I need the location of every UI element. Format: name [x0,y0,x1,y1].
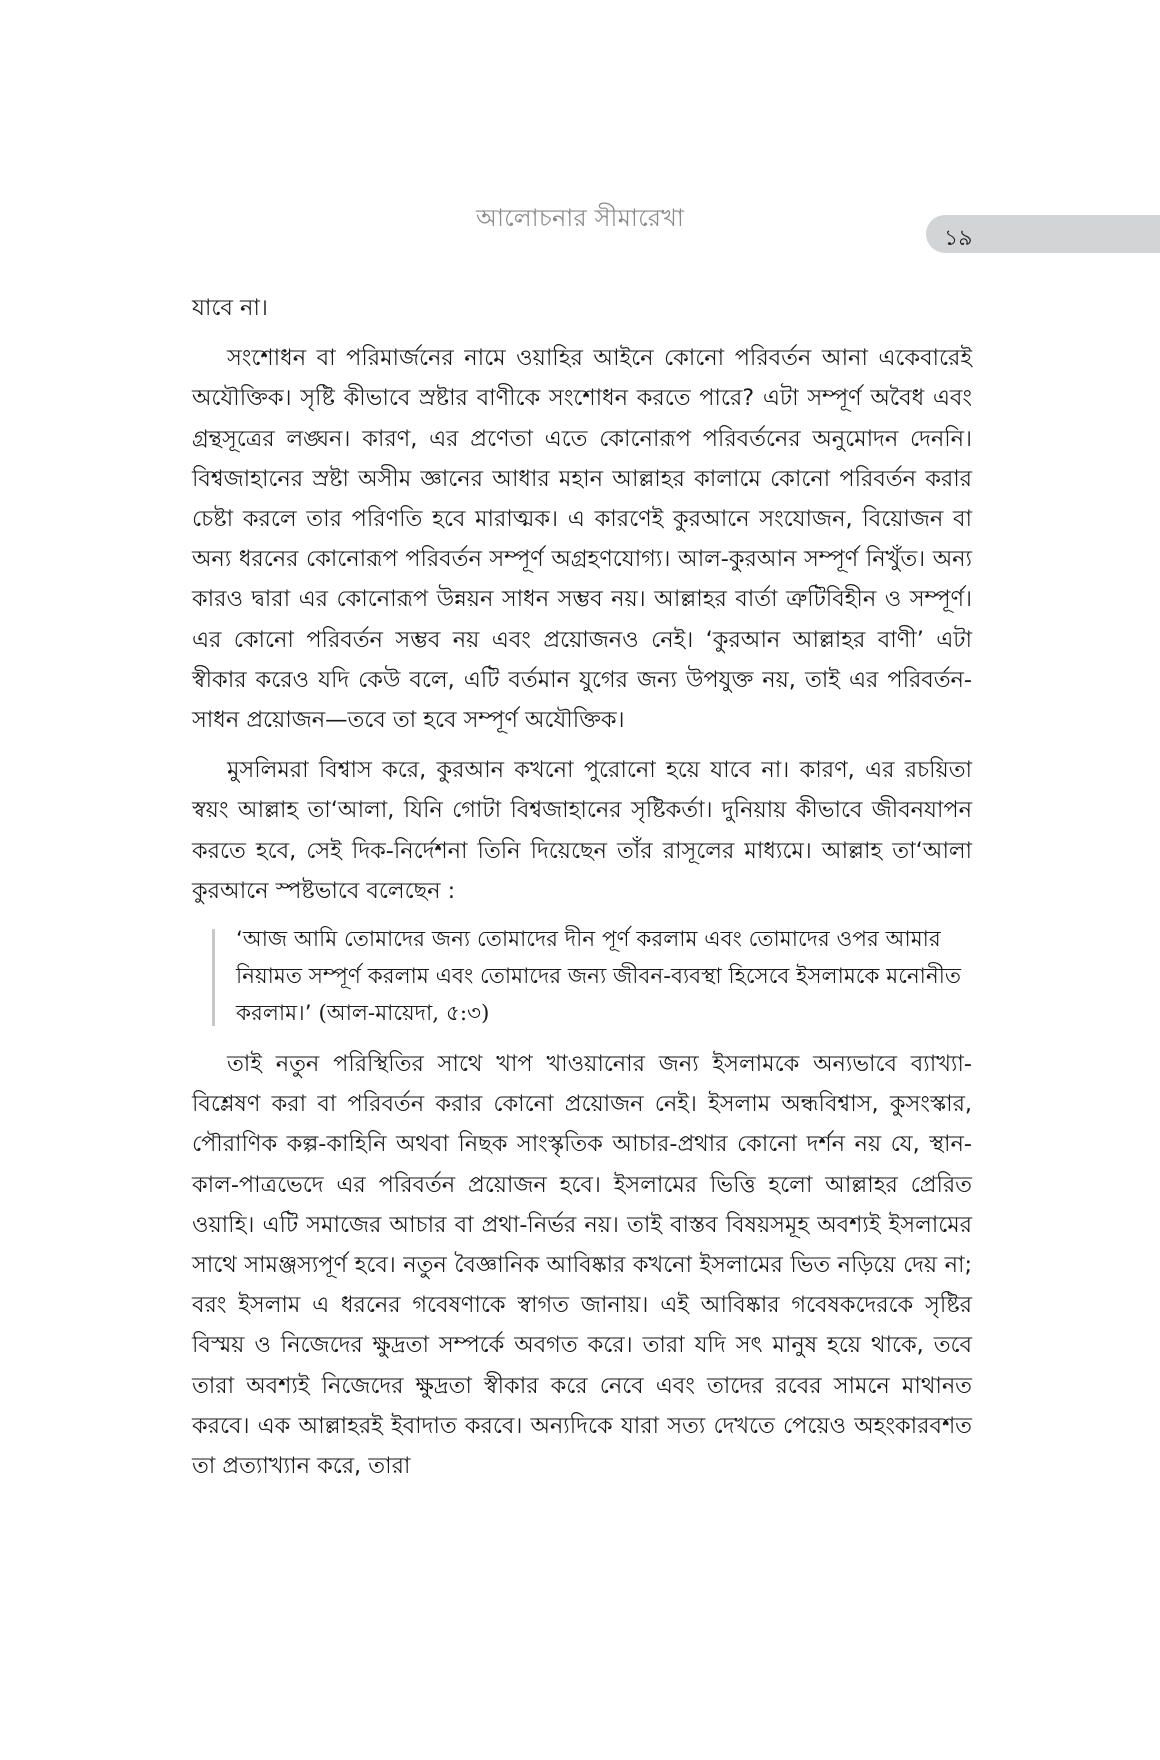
quran-quote-block [212,921,972,1032]
quote-bar [212,929,215,1026]
quote-citation: (আল-মায়েদা, ৫:৩) [318,1001,490,1027]
page-number-tab [926,215,1160,253]
body-text [192,288,972,1486]
paragraph: তাই নতুন পরিস্থিতির সাথে খাপ খাওয়ানোর জন্য ইসলামকে অন্যভাবে ব্যাখ্যা-বিশ্লেষণ করা বা পরিবর্তন করার কোনো প্রয়োজন নেই। ইসলাম অন্ধবিশ্বাস, কুসংস্কার, পৌরাণিক কল্প-কাহিনি অথবা নিছক সাংস্কৃতিক আচার-প্রথার কোনো দর্শন নয় যে, স্থান-কাল-পাত্রভেদে এর পরিবর্তন প্রয়োজন হবে। ইসলামের ভিত্তি হলো আল্লাহর প্রেরিত ওয়াহি। এটি সমাজের আচার বা প্রথা-নির্ভর নয়। তাই বাস্তব বিষয়সমূহ অবশ্যই ইসলামের সাথে সামঞ্জস্যপূর্ণ হবে। নতুন বৈজ্ঞানিক আবিষ্কার কখনো ইসলামের ভিত নড়িয়ে দেয় না; বরং ইসলাম এ ধরনের গবেষণাকে স্বাগত জানায়। এই আবিষ্কার গবেষকদেরকে সৃষ্টির বিস্ময় ও নিজেদের ক্ষুদ্রতা সম্পর্কে অবগত করে। তারা যদি সৎ মানুষ হয়ে থাকে, তবে তারা অবশ্যই নিজেদের ক্ষুদ্রতা স্বীকার করে নেবে এবং তাদের রবের সামনে মাথানত করবে। এক আল্লাহরই ইবাদাত করবে। অন্যদিকে যারা সত্য দেখতে পেয়েও অহংকারবশত তা প্রত্যাখ্যান করে, তারা [192,1051,972,1480]
paragraph: মুসলিমরা বিশ্বাস করে, কুরআন কখনো পুরোনো হয়ে যাবে না। কারণ, এর রচয়িতা স্বয়ং আল্লাহ তা‘আলা, যিনি গোটা বিশ্বজাহানের সৃষ্টিকর্তা। দুনিয়ায় কীভাবে জীবনযাপন করতে হবে, সেই দিক-নির্দেশনা তিনি দিয়েছেন তাঁর রাসূলের মাধ্যমে। আল্লাহ তা‘আলা কুরআনে স্পষ্টভাবে বলেছেন : [192,757,972,904]
paragraph-continuation: যাবে না। [192,295,268,321]
paragraph: সংশোধন বা পরিমার্জনের নামে ওয়াহির আইনে কোনো পরিবর্তন আনা একেবারেই অযৌক্তিক। সৃষ্টি কীভাবে স্রষ্টার বাণীকে সংশোধন করতে পারে? এটা সম্পূর্ণ অবৈধ এবং গ্রন্থসূত্রের লঙ্ঘন। কারণ, এর প্রণেতা এতে কোনোরূপ পরিবর্তনের অনুমোদন দেননি। বিশ্বজাহানের স্রষ্টা অসীম জ্ঞানের আধার মহান আল্লাহর কালামে কোনো পরিবর্তন করার চেষ্টা করলে তার পরিণতি হবে মারাত্মক। এ কারণেই কুরআনে সংযোজন, বিয়োজন বা অন্য ধরনের কোনোরূপ পরিবর্তন সম্পূর্ণ অগ্রহণযোগ্য। আল-কুরআন সম্পূর্ণ নিখুঁত। অন্য কারও দ্বারা এর কোনোরূপ উন্নয়ন সাধন সম্ভব নয়। আল্লাহর বার্তা ত্রুটিবিহীন ও সম্পূর্ণ। এর কোনো পরিবর্তন সম্ভব নয় এবং প্রয়োজনও নেই। ‘কুরআন আল্লাহর বাণী’ এটা স্বীকার করেও যদি কেউ বলে, এটি বর্তমান যুগের জন্য উপযুক্ত নয়, তাই এর পরিবর্তন-সাধন প্রয়োজন—তবে তা হবে সম্পূর্ণ অযৌক্তিক। [192,345,972,734]
quote-paragraph [236,921,972,1032]
running-header-title: আলোচনার সীমারেখা [475,204,685,232]
quote-text: ‘আজ আমি তোমাদের জন্য তোমাদের দীন পূর্ণ করলাম এবং তোমাদের ওপর আমার নিয়ামত সম্পূর্ণ করলাম এবং তোমাদের জন্য জীবন-ব্যবস্থা হিসেবে ইসলামকে মনোনীত করলাম।’ [236,927,962,1027]
page-number: ১৯ [944,226,973,251]
